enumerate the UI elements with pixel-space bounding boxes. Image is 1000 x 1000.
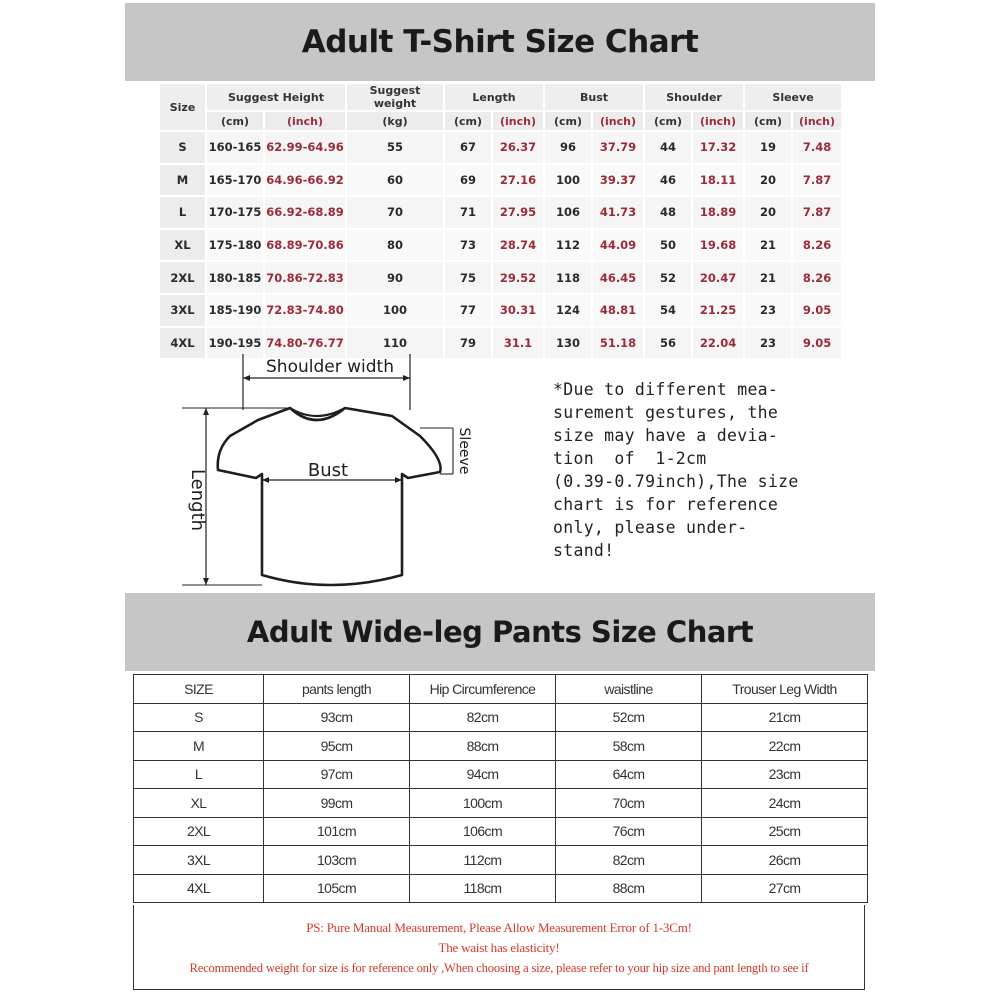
note-size-recommendation: Recommended weight for size is for reference only ,When choosing a size, please refer to your hip size and pant length to see if [189, 961, 809, 975]
pants-value-cell: 95cm [264, 732, 410, 761]
pants-size-cell: 4XL [134, 874, 264, 903]
pants-row [134, 817, 868, 846]
value-cell: 29.52 [492, 261, 544, 294]
value-cell: 50 [644, 229, 692, 262]
pants-value-cell: 52cm [556, 703, 702, 732]
tshirt-row [160, 196, 842, 229]
tshirt-size-table [160, 84, 843, 360]
note-measurement-error: PS: Pure Manual Measurement, Please Allow Measurement Error of 1-3Cm! [306, 920, 692, 935]
measurement-disclaimer: *Due to different mea- surement gestures, the size may have a devia- tion of 1-2cm (0.39-0.79inch),The size chart is for reference only, please under- stand! [553, 380, 799, 560]
value-cell: 51.18 [592, 327, 644, 360]
value-cell: 75 [444, 261, 492, 294]
tshirt-row [160, 131, 842, 164]
size-cell: L [160, 196, 206, 229]
value-cell: 39.37 [592, 164, 644, 197]
pants-value-cell: 21cm [702, 703, 868, 732]
value-cell: 77 [444, 294, 492, 327]
value-cell: 41.73 [592, 196, 644, 229]
value-cell: 7.87 [792, 196, 842, 229]
value-cell: 8.26 [792, 229, 842, 262]
unit-cm: (cm) [644, 111, 692, 131]
value-cell: 7.87 [792, 164, 842, 197]
pants-row [134, 846, 868, 875]
value-cell: 21 [744, 261, 792, 294]
tshirt-row [160, 229, 842, 262]
value-cell: 27.16 [492, 164, 544, 197]
value-cell: 70.86-72.83 [264, 261, 346, 294]
value-cell: 19.68 [692, 229, 744, 262]
unit-inch: (inch) [492, 111, 544, 131]
pants-value-cell: 94cm [410, 760, 556, 789]
value-cell: 90 [346, 261, 444, 294]
pants-size-cell: 3XL [134, 846, 264, 875]
pants-value-cell: 100cm [410, 789, 556, 818]
value-cell: 62.99-64.96 [264, 131, 346, 164]
size-cell: XL [160, 229, 206, 262]
tshirt-measurement-diagram [170, 350, 472, 590]
unit-cm: (cm) [744, 111, 792, 131]
value-cell: 44.09 [592, 229, 644, 262]
value-cell: 52 [644, 261, 692, 294]
value-cell: 9.05 [792, 294, 842, 327]
pants-value-cell: 101cm [264, 817, 410, 846]
value-cell: 7.48 [792, 131, 842, 164]
value-cell: 110 [346, 327, 444, 360]
size-cell: 4XL [160, 327, 206, 360]
pants-value-cell: 25cm [702, 817, 868, 846]
unit-cm: (cm) [444, 111, 492, 131]
value-cell: 19 [744, 131, 792, 164]
pants-size-cell: M [134, 732, 264, 761]
value-cell: 64.96-66.92 [264, 164, 346, 197]
value-cell: 79 [444, 327, 492, 360]
value-cell: 46 [644, 164, 692, 197]
unit-inch: (inch) [264, 111, 346, 131]
value-cell: 21 [744, 229, 792, 262]
value-cell: 23 [744, 294, 792, 327]
pants-value-cell: 88cm [410, 732, 556, 761]
value-cell: 54 [644, 294, 692, 327]
pants-value-cell: 76cm [556, 817, 702, 846]
value-cell: 100 [346, 294, 444, 327]
pants-row [134, 703, 868, 732]
value-cell: 160-165 [206, 131, 264, 164]
value-cell: 22.04 [692, 327, 744, 360]
value-cell: 70 [346, 196, 444, 229]
value-cell: 106 [544, 196, 592, 229]
value-cell: 69 [444, 164, 492, 197]
pants-notes [133, 905, 865, 990]
value-cell: 71 [444, 196, 492, 229]
value-cell: 8.26 [792, 261, 842, 294]
pants-header-leg-width: Trouser Leg Width [702, 675, 868, 704]
pants-value-cell: 112cm [410, 846, 556, 875]
shoulder-width-label: Shoulder width [266, 357, 394, 377]
value-cell: 96 [544, 131, 592, 164]
unit-inch: (inch) [592, 111, 644, 131]
value-cell: 100 [544, 164, 592, 197]
pants-value-cell: 23cm [702, 760, 868, 789]
value-cell: 170-175 [206, 196, 264, 229]
pants-row [134, 789, 868, 818]
tshirt-row [160, 261, 842, 294]
pants-size-cell: S [134, 703, 264, 732]
value-cell: 17.32 [692, 131, 744, 164]
tshirt-outline [218, 408, 441, 585]
unit-inch: (inch) [692, 111, 744, 131]
value-cell: 30.31 [492, 294, 544, 327]
pants-chart-title: Adult Wide-leg Pants Size Chart [125, 593, 875, 671]
value-cell: 180-185 [206, 261, 264, 294]
value-cell: 46.45 [592, 261, 644, 294]
bust-label: Bust [307, 460, 349, 481]
value-cell: 112 [544, 229, 592, 262]
value-cell: 56 [644, 327, 692, 360]
value-cell: 185-190 [206, 294, 264, 327]
pants-value-cell: 97cm [264, 760, 410, 789]
note-waist-elasticity: The waist has elasticity! [438, 940, 560, 955]
pants-value-cell: 105cm [264, 874, 410, 903]
unit-kg: (kg) [346, 111, 444, 131]
value-cell: 44 [644, 131, 692, 164]
value-cell: 80 [346, 229, 444, 262]
value-cell: 67 [444, 131, 492, 164]
size-cell: 2XL [160, 261, 206, 294]
pants-row [134, 760, 868, 789]
pants-value-cell: 118cm [410, 874, 556, 903]
pants-value-cell: 93cm [264, 703, 410, 732]
tshirt-chart-title: Adult T-Shirt Size Chart [125, 3, 875, 81]
sleeve-label: Sleeve [456, 427, 472, 475]
unit-cm: (cm) [206, 111, 264, 131]
tshirt-row [160, 164, 842, 197]
pants-value-cell: 26cm [702, 846, 868, 875]
pants-header-size: SIZE [134, 675, 264, 704]
value-cell: 20.47 [692, 261, 744, 294]
value-cell: 28.74 [492, 229, 544, 262]
pants-value-cell: 24cm [702, 789, 868, 818]
unit-inch: (inch) [792, 111, 842, 131]
value-cell: 20 [744, 196, 792, 229]
header-sleeve: Sleeve [744, 84, 842, 111]
header-suggest-height: Suggest Height [206, 84, 346, 111]
pants-row [134, 874, 868, 903]
value-cell: 72.83-74.80 [264, 294, 346, 327]
pants-value-cell: 106cm [410, 817, 556, 846]
value-cell: 26.37 [492, 131, 544, 164]
header-length: Length [444, 84, 544, 111]
tshirt-row [160, 294, 842, 327]
pants-value-cell: 103cm [264, 846, 410, 875]
pants-value-cell: 82cm [410, 703, 556, 732]
pants-value-cell: 88cm [556, 874, 702, 903]
value-cell: 27.95 [492, 196, 544, 229]
pants-value-cell: 99cm [264, 789, 410, 818]
value-cell: 66.92-68.89 [264, 196, 346, 229]
size-cell: S [160, 131, 206, 164]
value-cell: 175-180 [206, 229, 264, 262]
size-cell: 3XL [160, 294, 206, 327]
pants-size-cell: L [134, 760, 264, 789]
header-suggest-weight: Suggest weight [346, 84, 444, 111]
value-cell: 73 [444, 229, 492, 262]
value-cell: 130 [544, 327, 592, 360]
pants-size-cell: XL [134, 789, 264, 818]
value-cell: 48 [644, 196, 692, 229]
value-cell: 124 [544, 294, 592, 327]
pants-value-cell: 64cm [556, 760, 702, 789]
header-size: Size [160, 84, 206, 131]
unit-cm: (cm) [544, 111, 592, 131]
value-cell: 190-195 [206, 327, 264, 360]
value-cell: 20 [744, 164, 792, 197]
value-cell: 165-170 [206, 164, 264, 197]
value-cell: 37.79 [592, 131, 644, 164]
value-cell: 55 [346, 131, 444, 164]
value-cell: 23 [744, 327, 792, 360]
value-cell: 68.89-70.86 [264, 229, 346, 262]
value-cell: 48.81 [592, 294, 644, 327]
length-label: Length [187, 468, 208, 532]
value-cell: 118 [544, 261, 592, 294]
pants-value-cell: 27cm [702, 874, 868, 903]
pants-value-cell: 82cm [556, 846, 702, 875]
value-cell: 74.80-76.77 [264, 327, 346, 360]
header-bust: Bust [544, 84, 644, 111]
pants-value-cell: 58cm [556, 732, 702, 761]
pants-value-cell: 70cm [556, 789, 702, 818]
pants-size-cell: 2XL [134, 817, 264, 846]
value-cell: 18.89 [692, 196, 744, 229]
header-shoulder: Shoulder [644, 84, 744, 111]
value-cell: 18.11 [692, 164, 744, 197]
pants-row [134, 732, 868, 761]
pants-header-waist: waistline [556, 675, 702, 704]
value-cell: 9.05 [792, 327, 842, 360]
pants-header-length: pants length [264, 675, 410, 704]
pants-value-cell: 22cm [702, 732, 868, 761]
value-cell: 31.1 [492, 327, 544, 360]
value-cell: 21.25 [692, 294, 744, 327]
value-cell: 60 [346, 164, 444, 197]
size-cell: M [160, 164, 206, 197]
pants-size-table [133, 674, 868, 903]
pants-header-hip: Hip Circumference [410, 675, 556, 704]
